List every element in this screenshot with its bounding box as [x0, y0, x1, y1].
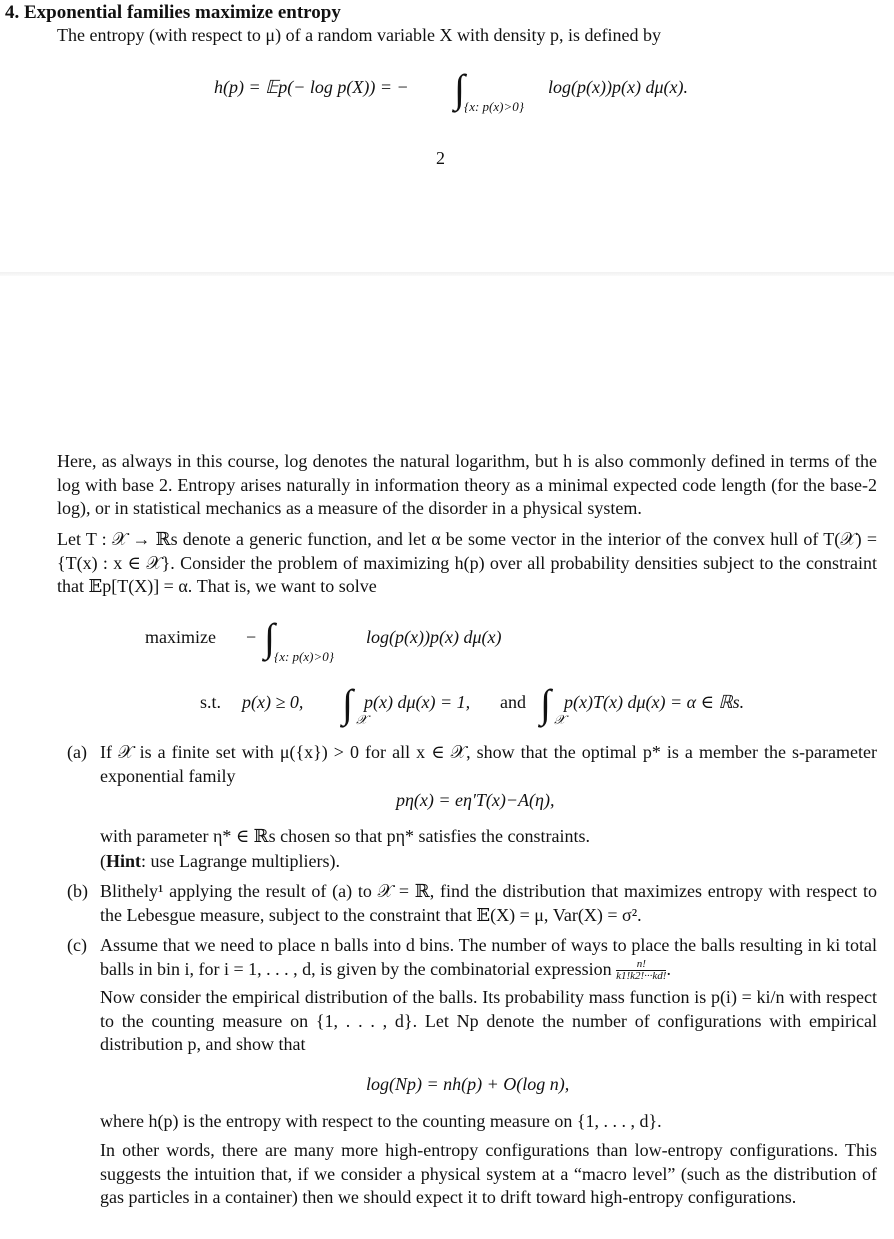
page-divider [0, 272, 894, 276]
objective-minus: − [246, 627, 257, 647]
optimization-problem [0, 612, 894, 727]
part-a-after: with parameter η* ∈ ℝs chosen so that pη* satisfies the constraints. [100, 826, 591, 846]
part-c-text1: Assume that we need to place n balls into d bins. The number of ways to place the balls resulting in ki total balls in bin i, for i = 1, . . . , d, is given by the combinatorial expression $\frac{n!}{k1!k2!\cdot\cdot\cdot kd!}$ . [100, 935, 877, 982]
part-a-hint: (Hint: use Lagrange multipliers). [100, 851, 340, 871]
constraint-nonneg: p(x) ≥ 0, [242, 692, 304, 712]
part-c-label: (c) [67, 935, 87, 955]
part-c-equation: log(Np) = nh(p) + O(log n), [366, 1074, 570, 1094]
hint-word: Hint [106, 851, 142, 871]
entropy-integrand: log(p(x))p(x) dμ(x). [548, 77, 688, 97]
and-label: and [500, 692, 526, 712]
constraint-norm: p(x) dμ(x) = 1, [364, 692, 471, 712]
objective-integrand: log(p(x))p(x) dμ(x) [366, 627, 502, 647]
paragraph-let-t: Let T : 𝒳 → ℝs denote a generic function, and let α be some vector in the interior of the convex hull of T(𝒳) = {T(x) : x ∈ 𝒳}. Consider the problem of maximizing h(p) over all probability densities subject to the constraint that 𝔼p[T(X)] = α. That is, we want to solve [57, 529, 877, 596]
part-c-text3: where h(p) is the entropy with respect to the counting measure on {1, . . . , d}. [100, 1111, 662, 1131]
paragraph-log: Here, as always in this course, log denotes the natural logarithm, but h is also commonly defined in terms of the log with base 2. Entropy arises naturally in information theory as a minimal expected code length (for the base-2 log), or in statistical mechanics as a measure of the disorder in a physical system. [57, 451, 877, 518]
integral-domain: {x: p(x)>0} [464, 99, 524, 114]
combinatorial-fraction [616, 959, 666, 982]
fraction-numerator: n! [616, 959, 666, 971]
entropy-lhs: h(p) = 𝔼p(− log p(X)) = − [214, 77, 409, 97]
part-a-label: (a) [67, 742, 87, 762]
part-c-text1-body: Assume that we need to place n balls into d bins. The number of ways to place the balls resulting in ki total balls in bin i, for i = 1, . . . , d, is given by the combinatorial expression [100, 935, 877, 979]
part-c-text2: Now consider the empirical distribution of the balls. Its probability mass function is p(i) = ki/n with respect to the counting measure on {1, . . . , d}. Let Np denote the number of configurations with empirical distribution p, and show that [100, 987, 877, 1054]
integral-sign: ∫ [454, 66, 465, 111]
hint-rest: : use Lagrange multipliers). [141, 851, 340, 871]
part-a-equation: pη(x) = eη′T(x)−A(η), [396, 790, 555, 810]
objective-integral-sign: ∫ [264, 615, 275, 660]
entropy-equation [0, 55, 894, 115]
fraction-denominator: k1!k2!···kd! [616, 969, 667, 982]
intro-text: The entropy (with respect to μ) of a random variable X with density p, is defined by [57, 25, 661, 45]
section-heading: 4. Exponential families maximize entropy [5, 2, 341, 23]
constraint-domain-2: 𝒳 [554, 712, 566, 727]
constraint-integral-sign-1: ∫ [342, 681, 353, 726]
part-b-label: (b) [67, 881, 88, 901]
part-a-text: If 𝒳 is a finite set with μ({x}) > 0 for all x ∈ 𝒳, show that the optimal p* is a member the s-parameter exponential family [100, 742, 877, 786]
maximize-label: maximize [145, 627, 216, 647]
part-b-text: Blithely¹ applying the result of (a) to 𝒳 = ℝ, find the distribution that maximizes entropy with respect to the Lebesgue measure, subject to the constraint that 𝔼(X) = μ, Var(X) = σ². [100, 881, 877, 925]
constraint-domain-1: 𝒳 [356, 712, 368, 727]
st-label: s.t. [200, 692, 222, 712]
page-number: 2 [436, 148, 445, 168]
objective-domain: {x: p(x)>0} [274, 649, 334, 664]
constraint-moment: p(x)T(x) dμ(x) = α ∈ ℝs. [564, 692, 745, 712]
constraint-integral-sign-2: ∫ [540, 681, 551, 726]
part-c-text4: In other words, there are many more high-entropy configurations than low-entropy configurations. This suggests the intuition that, if we consider a physical system at a “macro level” (such as the distribution of gas particles in a container) then we should expect it to drift toward high-entropy configurations. [100, 1140, 877, 1207]
